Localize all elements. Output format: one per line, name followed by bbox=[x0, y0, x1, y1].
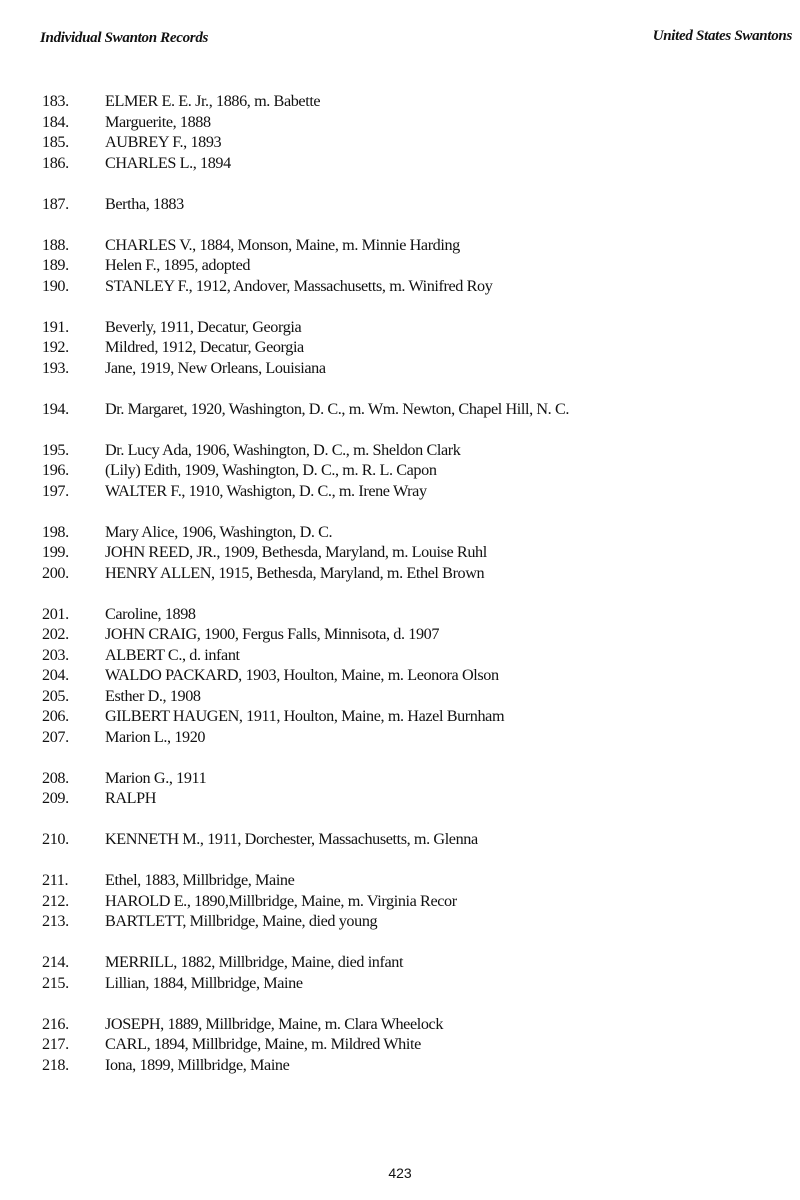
record-row bbox=[42, 870, 782, 891]
record-row bbox=[42, 727, 782, 748]
record-row bbox=[42, 481, 782, 502]
record-row bbox=[42, 624, 782, 645]
record-row bbox=[42, 706, 782, 727]
record-text: Helen F., 1895, adopted bbox=[105, 256, 251, 274]
record-text: Bertha, 1883 bbox=[105, 194, 184, 213]
record-group bbox=[42, 440, 782, 502]
record-row bbox=[42, 91, 782, 112]
record-number: 195. bbox=[42, 440, 69, 459]
record-row bbox=[42, 276, 782, 297]
record-number: 206. bbox=[42, 707, 69, 725]
record-row bbox=[42, 522, 782, 543]
record-row bbox=[42, 952, 782, 973]
record-number: 199. bbox=[42, 543, 69, 561]
record-number: 196. bbox=[42, 461, 69, 479]
record-number: 218. bbox=[42, 1055, 69, 1074]
record-number: 200. bbox=[42, 563, 69, 582]
record-text: GILBERT HAUGEN, 1911, Houlton, Maine, m. Hazel Burnham bbox=[105, 707, 505, 725]
record-text: Mary Alice, 1906, Washington, D. C. bbox=[105, 522, 333, 541]
record-number: 203. bbox=[42, 645, 69, 664]
record-text: BARTLETT, Millbridge, Maine, died young bbox=[105, 912, 378, 930]
record-group bbox=[42, 604, 782, 748]
record-text: Mildred, 1912, Decatur, Georgia bbox=[105, 338, 304, 356]
record-row bbox=[42, 768, 782, 789]
record-number: 211. bbox=[42, 871, 69, 889]
record-row bbox=[42, 255, 782, 276]
record-text: JOHN CRAIG, 1900, Fergus Falls, Minnisota, d. 1907 bbox=[105, 625, 440, 643]
record-text: Ethel, 1883, Millbridge, Maine bbox=[105, 871, 295, 889]
record-number: 207. bbox=[42, 727, 69, 746]
record-number: 190. bbox=[42, 276, 69, 295]
record-number: 191. bbox=[42, 317, 69, 336]
record-text: Esther D., 1908 bbox=[105, 686, 201, 705]
record-number: 187. bbox=[42, 194, 69, 213]
record-group bbox=[42, 1014, 782, 1076]
record-text: Dr. Margaret, 1920, Washington, D. C., m. Wm. Newton, Chapel Hill, N. C. bbox=[105, 399, 570, 418]
record-group bbox=[42, 952, 782, 993]
record-row bbox=[42, 973, 782, 994]
record-row bbox=[42, 235, 782, 256]
running-header-left: Individual Swanton Records bbox=[40, 30, 209, 46]
record-number: 183. bbox=[42, 92, 69, 110]
record-number: 197. bbox=[42, 481, 69, 500]
record-group bbox=[42, 194, 782, 215]
record-number: 210. bbox=[42, 830, 69, 848]
record-row bbox=[42, 891, 782, 912]
record-group bbox=[42, 399, 782, 420]
record-text: Marion G., 1911 bbox=[105, 768, 207, 787]
record-number: 194. bbox=[42, 399, 69, 418]
record-row bbox=[42, 686, 782, 707]
record-list bbox=[42, 91, 782, 1096]
page-number: 423 bbox=[388, 1165, 412, 1181]
record-text: KENNETH M., 1911, Dorchester, Massachusetts, m. Glenna bbox=[105, 830, 478, 848]
record-text: MERRILL, 1882, Millbridge, Maine, died infant bbox=[105, 953, 404, 971]
record-number: 208. bbox=[42, 768, 69, 787]
record-number: 215. bbox=[42, 973, 69, 992]
record-text: Caroline, 1898 bbox=[105, 604, 196, 623]
record-number: 205. bbox=[42, 686, 69, 705]
record-text: CHARLES L., 1894 bbox=[105, 153, 231, 172]
record-row bbox=[42, 1055, 782, 1076]
record-text: WALTER F., 1910, Washigton, D. C., m. Irene Wray bbox=[105, 481, 427, 500]
record-number: 185. bbox=[42, 133, 69, 151]
record-row bbox=[42, 153, 782, 174]
record-group bbox=[42, 829, 782, 850]
record-number: 198. bbox=[42, 522, 69, 541]
record-text: Iona, 1899, Millbridge, Maine bbox=[105, 1055, 290, 1074]
record-number: 201. bbox=[42, 604, 69, 623]
record-number: 189. bbox=[42, 256, 69, 274]
record-row bbox=[42, 317, 782, 338]
record-row bbox=[42, 604, 782, 625]
record-number: 204. bbox=[42, 666, 69, 684]
record-text: CHARLES V., 1884, Monson, Maine, m. Minnie Harding bbox=[105, 235, 460, 254]
record-group bbox=[42, 317, 782, 379]
record-group bbox=[42, 522, 782, 584]
record-text: Beverly, 1911, Decatur, Georgia bbox=[105, 317, 302, 336]
record-number: 186. bbox=[42, 153, 69, 172]
record-group bbox=[42, 235, 782, 297]
record-row bbox=[42, 358, 782, 379]
record-text: Marguerite, 1888 bbox=[105, 112, 211, 131]
record-group bbox=[42, 870, 782, 932]
record-text: HENRY ALLEN, 1915, Bethesda, Maryland, m. Ethel Brown bbox=[105, 563, 485, 582]
record-number: 212. bbox=[42, 891, 69, 910]
record-text: Marion L., 1920 bbox=[105, 727, 206, 746]
record-number: 214. bbox=[42, 953, 69, 971]
record-number: 184. bbox=[42, 112, 69, 131]
record-text: ELMER E. E. Jr., 1886, m. Babette bbox=[105, 92, 321, 110]
record-group bbox=[42, 768, 782, 809]
record-text: CARL, 1894, Millbridge, Maine, m. Mildred White bbox=[105, 1035, 421, 1053]
record-number: 216. bbox=[42, 1014, 69, 1033]
record-row bbox=[42, 563, 782, 584]
record-text: Lillian, 1884, Millbridge, Maine bbox=[105, 973, 303, 992]
record-group bbox=[42, 91, 782, 173]
record-row bbox=[42, 911, 782, 932]
record-row bbox=[42, 665, 782, 686]
record-number: 213. bbox=[42, 912, 69, 930]
record-number: 192. bbox=[42, 338, 69, 356]
record-text: JOHN REED, JR., 1909, Bethesda, Maryland, m. Louise Ruhl bbox=[105, 543, 487, 561]
record-row bbox=[42, 399, 782, 420]
record-number: 188. bbox=[42, 235, 69, 254]
running-header-right: United States Swantons bbox=[652, 28, 792, 44]
record-row bbox=[42, 112, 782, 133]
record-row bbox=[42, 194, 782, 215]
record-number: 217. bbox=[42, 1035, 69, 1053]
record-text: Jane, 1919, New Orleans, Louisiana bbox=[105, 358, 326, 377]
record-row bbox=[42, 829, 782, 850]
record-row bbox=[42, 337, 782, 358]
record-text: ALBERT C., d. infant bbox=[105, 645, 240, 664]
record-row bbox=[42, 460, 782, 481]
record-text: RALPH bbox=[105, 789, 157, 807]
record-text: WALDO PACKARD, 1903, Houlton, Maine, m. Leonora Olson bbox=[105, 666, 499, 684]
record-number: 209. bbox=[42, 789, 69, 807]
record-text: Dr. Lucy Ada, 1906, Washington, D. C., m. Sheldon Clark bbox=[105, 440, 461, 459]
record-number: 202. bbox=[42, 625, 69, 643]
record-row bbox=[42, 1014, 782, 1035]
record-row bbox=[42, 440, 782, 461]
record-row bbox=[42, 1034, 782, 1055]
record-row bbox=[42, 132, 782, 153]
record-text: AUBREY F., 1893 bbox=[105, 133, 222, 151]
record-row bbox=[42, 788, 782, 809]
record-row bbox=[42, 542, 782, 563]
record-text: HAROLD E., 1890,Millbridge, Maine, m. Virginia Recor bbox=[105, 891, 457, 910]
record-text: (Lily) Edith, 1909, Washington, D. C., m. R. L. Capon bbox=[105, 461, 437, 479]
record-text: JOSEPH, 1889, Millbridge, Maine, m. Clara Wheelock bbox=[105, 1014, 444, 1033]
record-number: 193. bbox=[42, 358, 69, 377]
record-text: STANLEY F., 1912, Andover, Massachusetts, m. Winifred Roy bbox=[105, 276, 493, 295]
record-row bbox=[42, 645, 782, 666]
